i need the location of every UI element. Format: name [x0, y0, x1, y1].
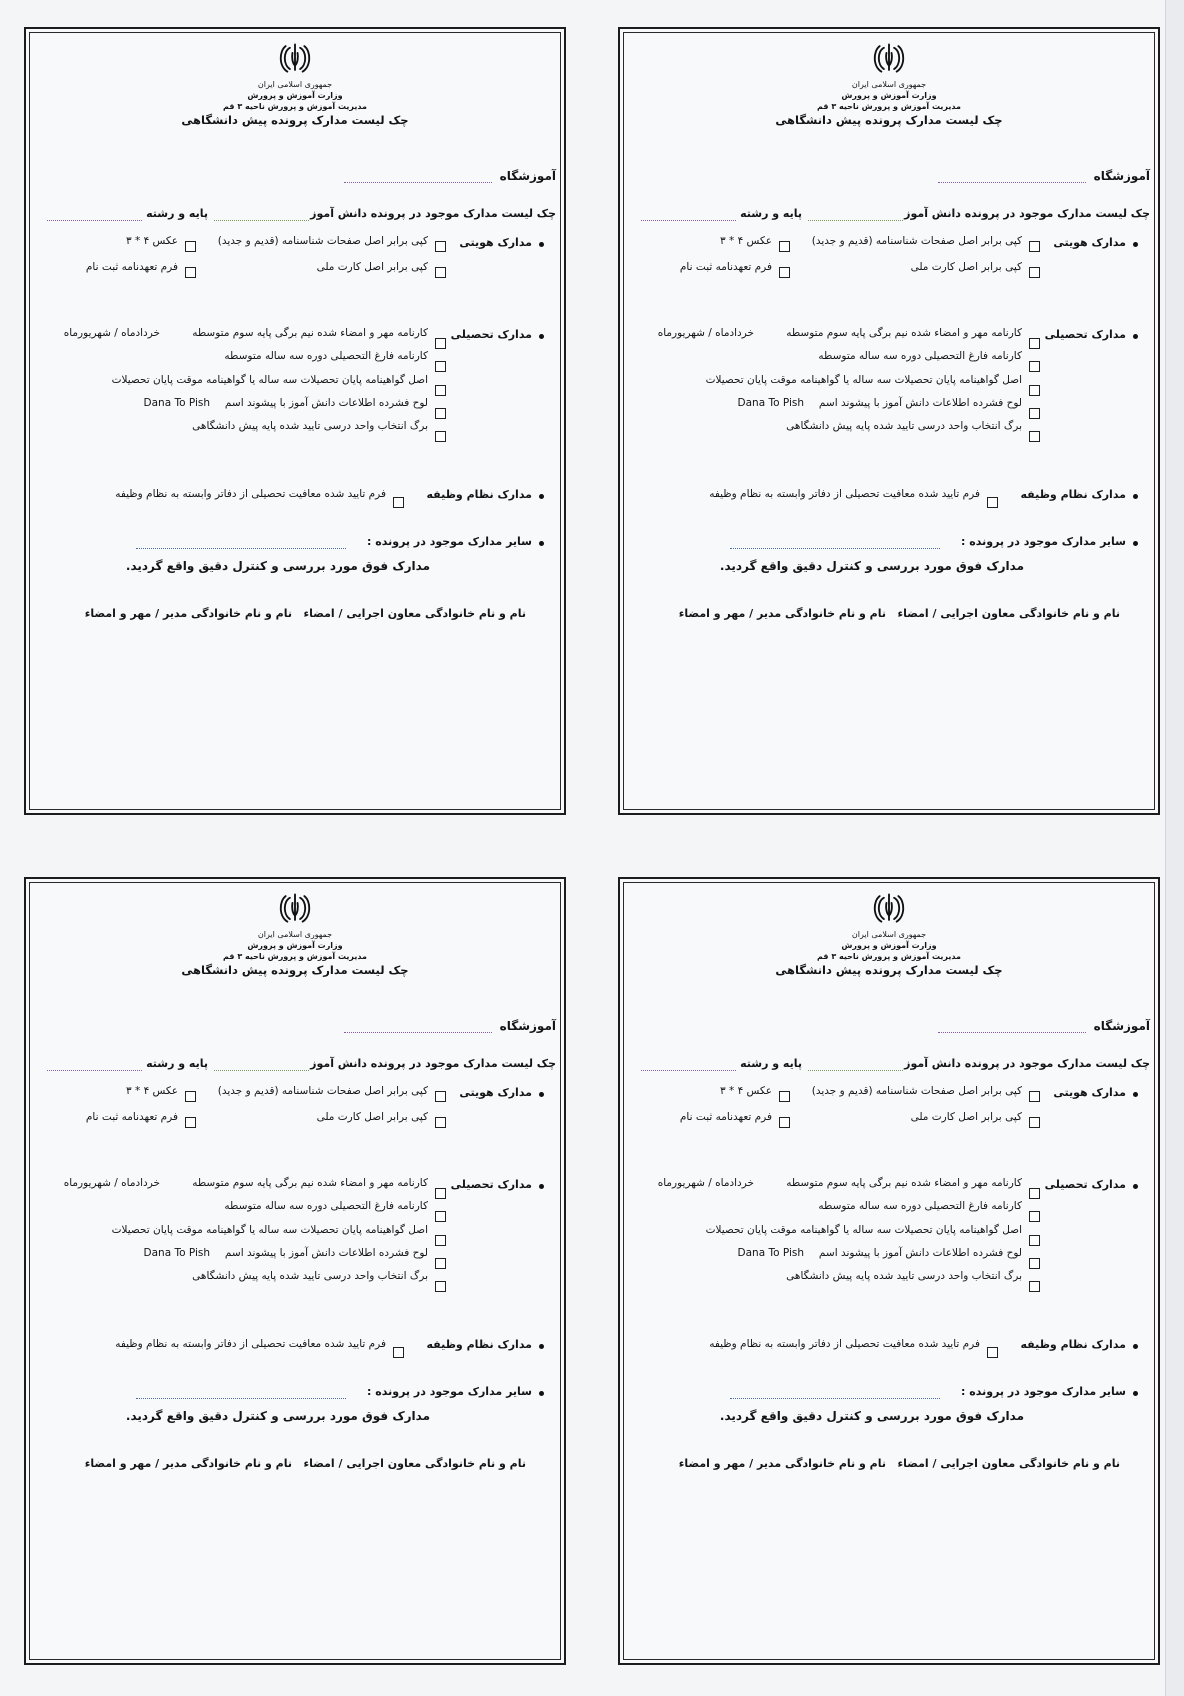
course-form-checkbox[interactable]: [435, 1281, 446, 1292]
course-form-label: برگ انتخاب واحد درسی تایید شده پایه پیش دانشگاهی: [192, 420, 428, 432]
certificate-label: اصل گواهینامه پایان تحصیلات سه ساله یا گواهینامه موقت پایان تحصیلات: [705, 1224, 1022, 1236]
grade-field[interactable]: [47, 1070, 142, 1071]
verification-statement: مدارک فوق مورد بررسی و کنترل دقیق واقع گردید.: [719, 559, 1024, 573]
cd-prefix-label: Dana To Pish: [737, 397, 804, 409]
national-card-checkbox[interactable]: [435, 1117, 446, 1128]
commitment-label: فرم تعهدنامه ثبت نام: [679, 1111, 772, 1123]
exemption-label: فرم تایید شده معافیت تحصیلی از دفاتر وابسته به نظام وظیفه: [709, 488, 980, 500]
report-card-checkbox[interactable]: [1029, 1188, 1040, 1199]
course-form-checkbox[interactable]: [1029, 431, 1040, 442]
photo-label: عکس ۴ * ۳: [125, 1085, 178, 1097]
commitment-checkbox[interactable]: [779, 267, 790, 278]
photo-label: عکس ۴ * ۳: [719, 235, 772, 247]
header-district: مدیریت آموزش و پرورش ناحیه ۳ قم: [223, 952, 367, 961]
header-ministry: وزارت آموزش و پرورش: [841, 91, 937, 100]
cd-checkbox[interactable]: [1029, 408, 1040, 419]
exemption-checkbox[interactable]: [987, 497, 998, 508]
commitment-label: فرم تعهدنامه ثبت نام: [679, 261, 772, 273]
bullet-icon: [1133, 541, 1138, 546]
report-card-checkbox[interactable]: [435, 1188, 446, 1199]
verification-statement: مدارک فوق مورد بررسی و کنترل دقیق واقع گردید.: [719, 1409, 1024, 1423]
student-checklist-label: چک لیست مدارک موجود در پرونده دانش آموز: [310, 1057, 556, 1070]
other-docs-label: سایر مدارک موجود در پرونده :: [367, 1385, 532, 1398]
other-docs-label: سایر مدارک موجود در پرونده :: [961, 1385, 1126, 1398]
grade-label: پایه و رشته: [740, 207, 802, 220]
checklist-card-bottom-left: [24, 877, 566, 1665]
cd-prefix-label: Dana To Pish: [737, 1247, 804, 1259]
bullet-icon: [539, 541, 544, 546]
header-district: مدیریت آموزش و پرورش ناحیه ۳ قم: [817, 102, 961, 111]
verification-statement: مدارک فوق مورد بررسی و کنترل دقیق واقع گردید.: [125, 559, 430, 573]
months-label: خردادماه / شهریورماه: [63, 327, 160, 339]
birth-cert-label: کپی برابر اصل صفحات شناسنامه (قدیم و جدید): [811, 1085, 1022, 1097]
course-form-label: برگ انتخاب واحد درسی تایید شده پایه پیش دانشگاهی: [786, 420, 1022, 432]
national-card-label: کپی برابر اصل کارت ملی: [910, 1111, 1022, 1123]
header-district: مدیریت آموزش و پرورش ناحیه ۳ قم: [817, 952, 961, 961]
emblem-icon: [872, 891, 906, 925]
bullet-icon: [539, 334, 544, 339]
report-card-label: کارنامه مهر و امضاء شده نیم برگی پایه سوم متوسطه: [192, 1177, 428, 1189]
other-docs-label: سایر مدارک موجود در پرونده :: [961, 535, 1126, 548]
exemption-label: فرم تایید شده معافیت تحصیلی از دفاتر وابسته به نظام وظیفه: [709, 1338, 980, 1350]
birth-cert-checkbox[interactable]: [435, 241, 446, 252]
principal-signature-label: نام و نام خانوادگی مدیر / مهر و امضاء: [678, 607, 886, 620]
exemption-checkbox[interactable]: [393, 1347, 404, 1358]
graduation-checkbox[interactable]: [1029, 1211, 1040, 1222]
national-card-checkbox[interactable]: [435, 267, 446, 278]
student-checklist-label: چک لیست مدارک موجود در پرونده دانش آموز: [310, 207, 556, 220]
course-form-label: برگ انتخاب واحد درسی تایید شده پایه پیش دانشگاهی: [786, 1270, 1022, 1282]
report-card-label: کارنامه مهر و امضاء شده نیم برگی پایه سوم متوسطه: [786, 327, 1022, 339]
deputy-signature-label: نام و نام خانوادگی معاون اجرایی / امضاء: [897, 1457, 1120, 1470]
cd-label: لوح فشرده اطلاعات دانش آموز با پیشوند اسم: [224, 1247, 428, 1259]
photo-label: عکس ۴ * ۳: [125, 235, 178, 247]
graduation-checkbox[interactable]: [435, 1211, 446, 1222]
cd-label: لوح فشرده اطلاعات دانش آموز با پیشوند اسم: [818, 1247, 1022, 1259]
school-field[interactable]: [938, 182, 1086, 183]
student-name-field[interactable]: [808, 220, 903, 221]
bullet-icon: [1133, 1092, 1138, 1097]
student-checklist-label: چک لیست مدارک موجود در پرونده دانش آموز: [904, 207, 1150, 220]
identity-section-title: مدارک هویتی: [459, 236, 532, 249]
grade-field[interactable]: [47, 220, 142, 221]
report-card-checkbox[interactable]: [435, 338, 446, 349]
graduation-label: کارنامه فارغ التحصیلی دوره سه ساله متوسطه: [818, 1200, 1022, 1212]
form-title: چک لیست مدارک پرونده پیش دانشگاهی: [181, 963, 409, 977]
bullet-icon: [1133, 334, 1138, 339]
form-title: چک لیست مدارک پرونده پیش دانشگاهی: [181, 113, 409, 127]
header-country: جمهوری اسلامی ایران: [257, 930, 333, 939]
months-label: خردادماه / شهریورماه: [657, 1177, 754, 1189]
header-ministry: وزارت آموزش و پرورش: [841, 941, 937, 950]
photo-checkbox[interactable]: [185, 1091, 196, 1102]
cd-label: لوح فشرده اطلاعات دانش آموز با پیشوند اسم: [224, 397, 428, 409]
photo-label: عکس ۴ * ۳: [719, 1085, 772, 1097]
military-section-title: مدارک نظام وظیفه: [1020, 488, 1126, 501]
cd-prefix-label: Dana To Pish: [143, 1247, 210, 1259]
national-card-label: کپی برابر اصل کارت ملی: [316, 261, 428, 273]
national-card-label: کپی برابر اصل کارت ملی: [316, 1111, 428, 1123]
header-country: جمهوری اسلامی ایران: [257, 80, 333, 89]
photo-checkbox[interactable]: [779, 1091, 790, 1102]
grade-field[interactable]: [641, 1070, 736, 1071]
header-district: مدیریت آموزش و پرورش ناحیه ۳ قم: [223, 102, 367, 111]
exemption-label: فرم تایید شده معافیت تحصیلی از دفاتر وابسته به نظام وظیفه: [115, 1338, 386, 1350]
certificate-label: اصل گواهینامه پایان تحصیلات سه ساله یا گواهینامه موقت پایان تحصیلات: [111, 374, 428, 386]
graduation-label: کارنامه فارغ التحصیلی دوره سه ساله متوسطه: [224, 350, 428, 362]
header-country: جمهوری اسلامی ایران: [851, 930, 927, 939]
school-field[interactable]: [344, 182, 492, 183]
photo-checkbox[interactable]: [779, 241, 790, 252]
other-docs-label: سایر مدارک موجود در پرونده :: [367, 535, 532, 548]
student-checklist-label: چک لیست مدارک موجود در پرونده دانش آموز: [904, 1057, 1150, 1070]
commitment-label: فرم تعهدنامه ثبت نام: [85, 261, 178, 273]
school-field[interactable]: [938, 1032, 1086, 1033]
grade-label: پایه و رشته: [146, 207, 208, 220]
military-section-title: مدارک نظام وظیفه: [426, 1338, 532, 1351]
emblem-icon: [278, 891, 312, 925]
graduation-label: کارنامه فارغ التحصیلی دوره سه ساله متوسطه: [818, 350, 1022, 362]
checklist-card-top-right: [618, 27, 1160, 815]
bullet-icon: [1133, 1184, 1138, 1189]
other-docs-field[interactable]: [730, 1398, 940, 1399]
principal-signature-label: نام و نام خانوادگی مدیر / مهر و امضاء: [84, 607, 292, 620]
birth-cert-label: کپی برابر اصل صفحات شناسنامه (قدیم و جدید): [217, 1085, 428, 1097]
school-label: آموزشگاه: [499, 1019, 556, 1033]
certificate-label: اصل گواهینامه پایان تحصیلات سه ساله یا گواهینامه موقت پایان تحصیلات: [705, 374, 1022, 386]
deputy-signature-label: نام و نام خانوادگی معاون اجرایی / امضاء: [303, 607, 526, 620]
student-name-field[interactable]: [214, 220, 309, 221]
bullet-icon: [539, 1391, 544, 1396]
months-label: خردادماه / شهریورماه: [63, 1177, 160, 1189]
military-section-title: مدارک نظام وظیفه: [426, 488, 532, 501]
student-name-field[interactable]: [808, 1070, 903, 1071]
bullet-icon: [1133, 242, 1138, 247]
commitment-checkbox[interactable]: [185, 1117, 196, 1128]
bullet-icon: [539, 1092, 544, 1097]
certificate-checkbox[interactable]: [435, 385, 446, 396]
emblem-icon: [278, 41, 312, 75]
bullet-icon: [1133, 1344, 1138, 1349]
exemption-label: فرم تایید شده معافیت تحصیلی از دفاتر وابسته به نظام وظیفه: [115, 488, 386, 500]
commitment-label: فرم تعهدنامه ثبت نام: [85, 1111, 178, 1123]
verification-statement: مدارک فوق مورد بررسی و کنترل دقیق واقع گردید.: [125, 1409, 430, 1423]
report-card-label: کارنامه مهر و امضاء شده نیم برگی پایه سوم متوسطه: [192, 327, 428, 339]
header-country: جمهوری اسلامی ایران: [851, 80, 927, 89]
certificate-checkbox[interactable]: [1029, 1235, 1040, 1246]
grade-field[interactable]: [641, 220, 736, 221]
cd-checkbox[interactable]: [1029, 1258, 1040, 1269]
cd-label: لوح فشرده اطلاعات دانش آموز با پیشوند اسم: [818, 397, 1022, 409]
deputy-signature-label: نام و نام خانوادگی معاون اجرایی / امضاء: [303, 1457, 526, 1470]
birth-cert-label: کپی برابر اصل صفحات شناسنامه (قدیم و جدید): [217, 235, 428, 247]
national-card-checkbox[interactable]: [1029, 267, 1040, 278]
commitment-checkbox[interactable]: [779, 1117, 790, 1128]
education-section-title: مدارک تحصیلی: [450, 1178, 532, 1191]
other-docs-field[interactable]: [730, 548, 940, 549]
cd-checkbox[interactable]: [435, 1258, 446, 1269]
checklist-card-top-left: [24, 27, 566, 815]
certificate-checkbox[interactable]: [1029, 385, 1040, 396]
graduation-checkbox[interactable]: [435, 361, 446, 372]
bullet-icon: [1133, 494, 1138, 499]
certificate-label: اصل گواهینامه پایان تحصیلات سه ساله یا گواهینامه موقت پایان تحصیلات: [111, 1224, 428, 1236]
education-section-title: مدارک تحصیلی: [450, 328, 532, 341]
course-form-checkbox[interactable]: [435, 431, 446, 442]
page-edge: [1165, 0, 1184, 1696]
school-label: آموزشگاه: [1093, 1019, 1150, 1033]
exemption-checkbox[interactable]: [987, 1347, 998, 1358]
report-card-checkbox[interactable]: [1029, 338, 1040, 349]
school-field[interactable]: [344, 1032, 492, 1033]
birth-cert-label: کپی برابر اصل صفحات شناسنامه (قدیم و جدید): [811, 235, 1022, 247]
commitment-checkbox[interactable]: [185, 267, 196, 278]
cd-prefix-label: Dana To Pish: [143, 397, 210, 409]
header-ministry: وزارت آموزش و پرورش: [247, 91, 343, 100]
grade-label: پایه و رشته: [146, 1057, 208, 1070]
photo-checkbox[interactable]: [185, 241, 196, 252]
student-name-field[interactable]: [214, 1070, 309, 1071]
principal-signature-label: نام و نام خانوادگی مدیر / مهر و امضاء: [678, 1457, 886, 1470]
identity-section-title: مدارک هویتی: [459, 1086, 532, 1099]
months-label: خردادماه / شهریورماه: [657, 327, 754, 339]
school-label: آموزشگاه: [499, 169, 556, 183]
principal-signature-label: نام و نام خانوادگی مدیر / مهر و امضاء: [84, 1457, 292, 1470]
bullet-icon: [539, 494, 544, 499]
national-card-label: کپی برابر اصل کارت ملی: [910, 261, 1022, 273]
education-section-title: مدارک تحصیلی: [1044, 328, 1126, 341]
bullet-icon: [539, 1184, 544, 1189]
bullet-icon: [539, 242, 544, 247]
emblem-icon: [872, 41, 906, 75]
birth-cert-checkbox[interactable]: [435, 1091, 446, 1102]
checklist-card-bottom-right: [618, 877, 1160, 1665]
identity-section-title: مدارک هویتی: [1053, 1086, 1126, 1099]
bullet-icon: [1133, 1391, 1138, 1396]
deputy-signature-label: نام و نام خانوادگی معاون اجرایی / امضاء: [897, 607, 1120, 620]
header-ministry: وزارت آموزش و پرورش: [247, 941, 343, 950]
exemption-checkbox[interactable]: [393, 497, 404, 508]
form-title: چک لیست مدارک پرونده پیش دانشگاهی: [775, 113, 1003, 127]
graduation-checkbox[interactable]: [1029, 361, 1040, 372]
grade-label: پایه و رشته: [740, 1057, 802, 1070]
other-docs-field[interactable]: [136, 548, 346, 549]
identity-section-title: مدارک هویتی: [1053, 236, 1126, 249]
military-section-title: مدارک نظام وظیفه: [1020, 1338, 1126, 1351]
graduation-label: کارنامه فارغ التحصیلی دوره سه ساله متوسطه: [224, 1200, 428, 1212]
national-card-checkbox[interactable]: [1029, 1117, 1040, 1128]
education-section-title: مدارک تحصیلی: [1044, 1178, 1126, 1191]
school-label: آموزشگاه: [1093, 169, 1150, 183]
certificate-checkbox[interactable]: [435, 1235, 446, 1246]
birth-cert-checkbox[interactable]: [1029, 241, 1040, 252]
report-card-label: کارنامه مهر و امضاء شده نیم برگی پایه سوم متوسطه: [786, 1177, 1022, 1189]
birth-cert-checkbox[interactable]: [1029, 1091, 1040, 1102]
other-docs-field[interactable]: [136, 1398, 346, 1399]
cd-checkbox[interactable]: [435, 408, 446, 419]
course-form-label: برگ انتخاب واحد درسی تایید شده پایه پیش دانشگاهی: [192, 1270, 428, 1282]
form-title: چک لیست مدارک پرونده پیش دانشگاهی: [775, 963, 1003, 977]
course-form-checkbox[interactable]: [1029, 1281, 1040, 1292]
bullet-icon: [539, 1344, 544, 1349]
